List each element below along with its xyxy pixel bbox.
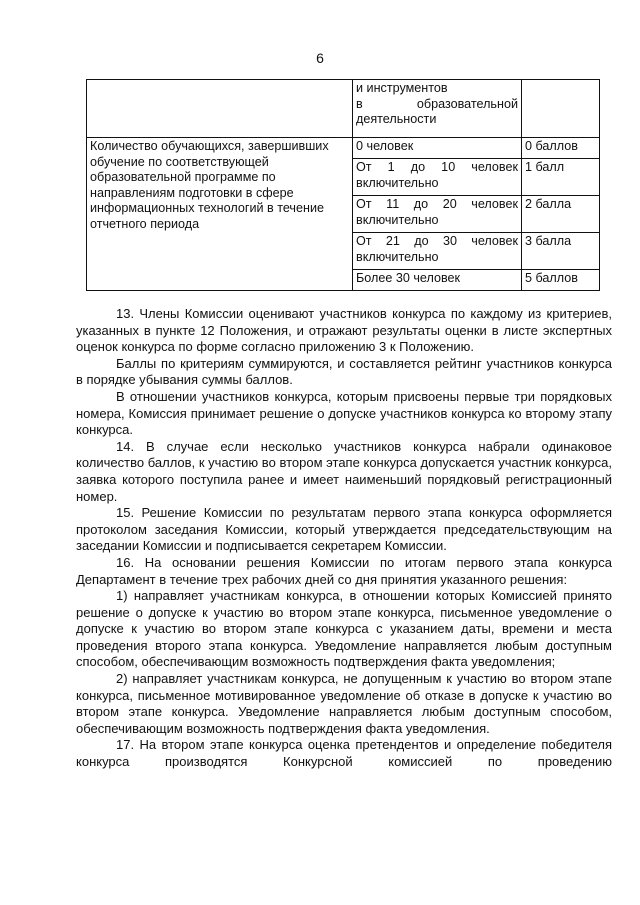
body-text: [76, 306, 612, 771]
score-cell: 0 баллов: [522, 138, 600, 159]
paragraph-scores-sum: Баллы по критериям суммируются, и составляется рейтинг участников конкурса в порядке убывания суммы баллов.: [76, 355, 612, 388]
paragraph-top-three: В отношении участников конкурса, которым присвоены первые три порядковых номера, Комиссия принимает решение о допуске участников конкурса ко второму этапу конкурса.: [76, 388, 612, 438]
paragraph-16-item-1: 1) направляет участникам конкурса, в отношении которых Комиссией принято решение о допуске к участию во втором этапе конкурса, письменное уведомление о допуске к участию во втором этапе конкурса с указанием даты, времени и места проведения второго этапа конкурса. Уведомление направляется любым доступным способом, обеспечивающим возможность подтверждения факта уведомления;: [76, 588, 612, 670]
table-cell-continuation: [353, 80, 522, 138]
paragraph-14: 14. В случае если несколько участников конкурса набрали одинаковое количество баллов, к участию во втором этапе конкурса допускается участник конкурса, заявка которого поступила ранее и имеет наименьший порядковый регистрационный номер.: [76, 438, 612, 504]
score-cell: 2 балла: [522, 196, 600, 233]
range-line: От 1 до 10 человек: [356, 160, 518, 174]
paragraph-16-item-2: 2) направляет участникам конкурса, не допущенным к участию во втором этапе конкурса, письменное мотивированное уведомление об отказе в допуске к участию во втором этапе конкурса. Уведомление направляется любым доступным способом, обеспечивающим возможность подтверждения факта уведомления.: [76, 671, 612, 736]
criteria-table: [86, 79, 600, 291]
continuation-line: и инструментов: [356, 81, 448, 95]
paragraph-17: 17. На втором этапе конкурса оценка претендентов и определение победителя конкурса производятся Конкурсной комиссией по проведению: [76, 737, 612, 770]
paragraph-16: 16. На основании решения Комиссии по итогам первого этапа конкурса Департамент в течение трех рабочих дней со дня принятия указанного решения:: [76, 554, 612, 587]
score-cell: 5 баллов: [522, 270, 600, 291]
table-cell-empty: [87, 80, 353, 138]
range-line: От 21 до 30 человек: [356, 234, 518, 248]
score-cell: 3 балла: [522, 233, 600, 270]
paragraph-13: 13. Члены Комиссии оценивают участников конкурса по каждому из критериев, указанных в пункте 12 Положения, и отражают результаты оценки в листе экспертных оценок конкурса по форме согласно приложению 3 к Положению.: [76, 306, 612, 355]
range-cell: Более 30 человек: [353, 270, 522, 291]
continuation-line: деятельности: [356, 112, 437, 126]
paragraph-15: 15. Решение Комиссии по результатам первого этапа конкурса оформляется протоколом заседания Комиссии, который утверждается председательствующим на заседании Комиссии и подписывается секретарем Комиссии.: [76, 505, 612, 554]
range-line: включительно: [356, 212, 439, 227]
continuation-line: в образовательной: [356, 96, 518, 111]
range-line: От 11 до 20 человек: [356, 197, 518, 211]
page-number: 6: [316, 50, 324, 66]
table-row: [87, 138, 600, 159]
range-line: включительно: [356, 249, 439, 264]
range-cell: [353, 233, 522, 270]
table-cell-empty: [522, 80, 600, 138]
range-cell: [353, 196, 522, 233]
range-line: включительно: [356, 175, 439, 190]
score-cell: 1 балл: [522, 159, 600, 196]
criterion-cell: Количество обучающихся, завершивших обучение по соответствующей образовательной программе по направлениям подготовки в сфере информационных технологий в течение отчетного периода: [87, 138, 353, 291]
range-cell: [353, 159, 522, 196]
range-cell: 0 человек: [353, 138, 522, 159]
table-row: [87, 80, 600, 138]
